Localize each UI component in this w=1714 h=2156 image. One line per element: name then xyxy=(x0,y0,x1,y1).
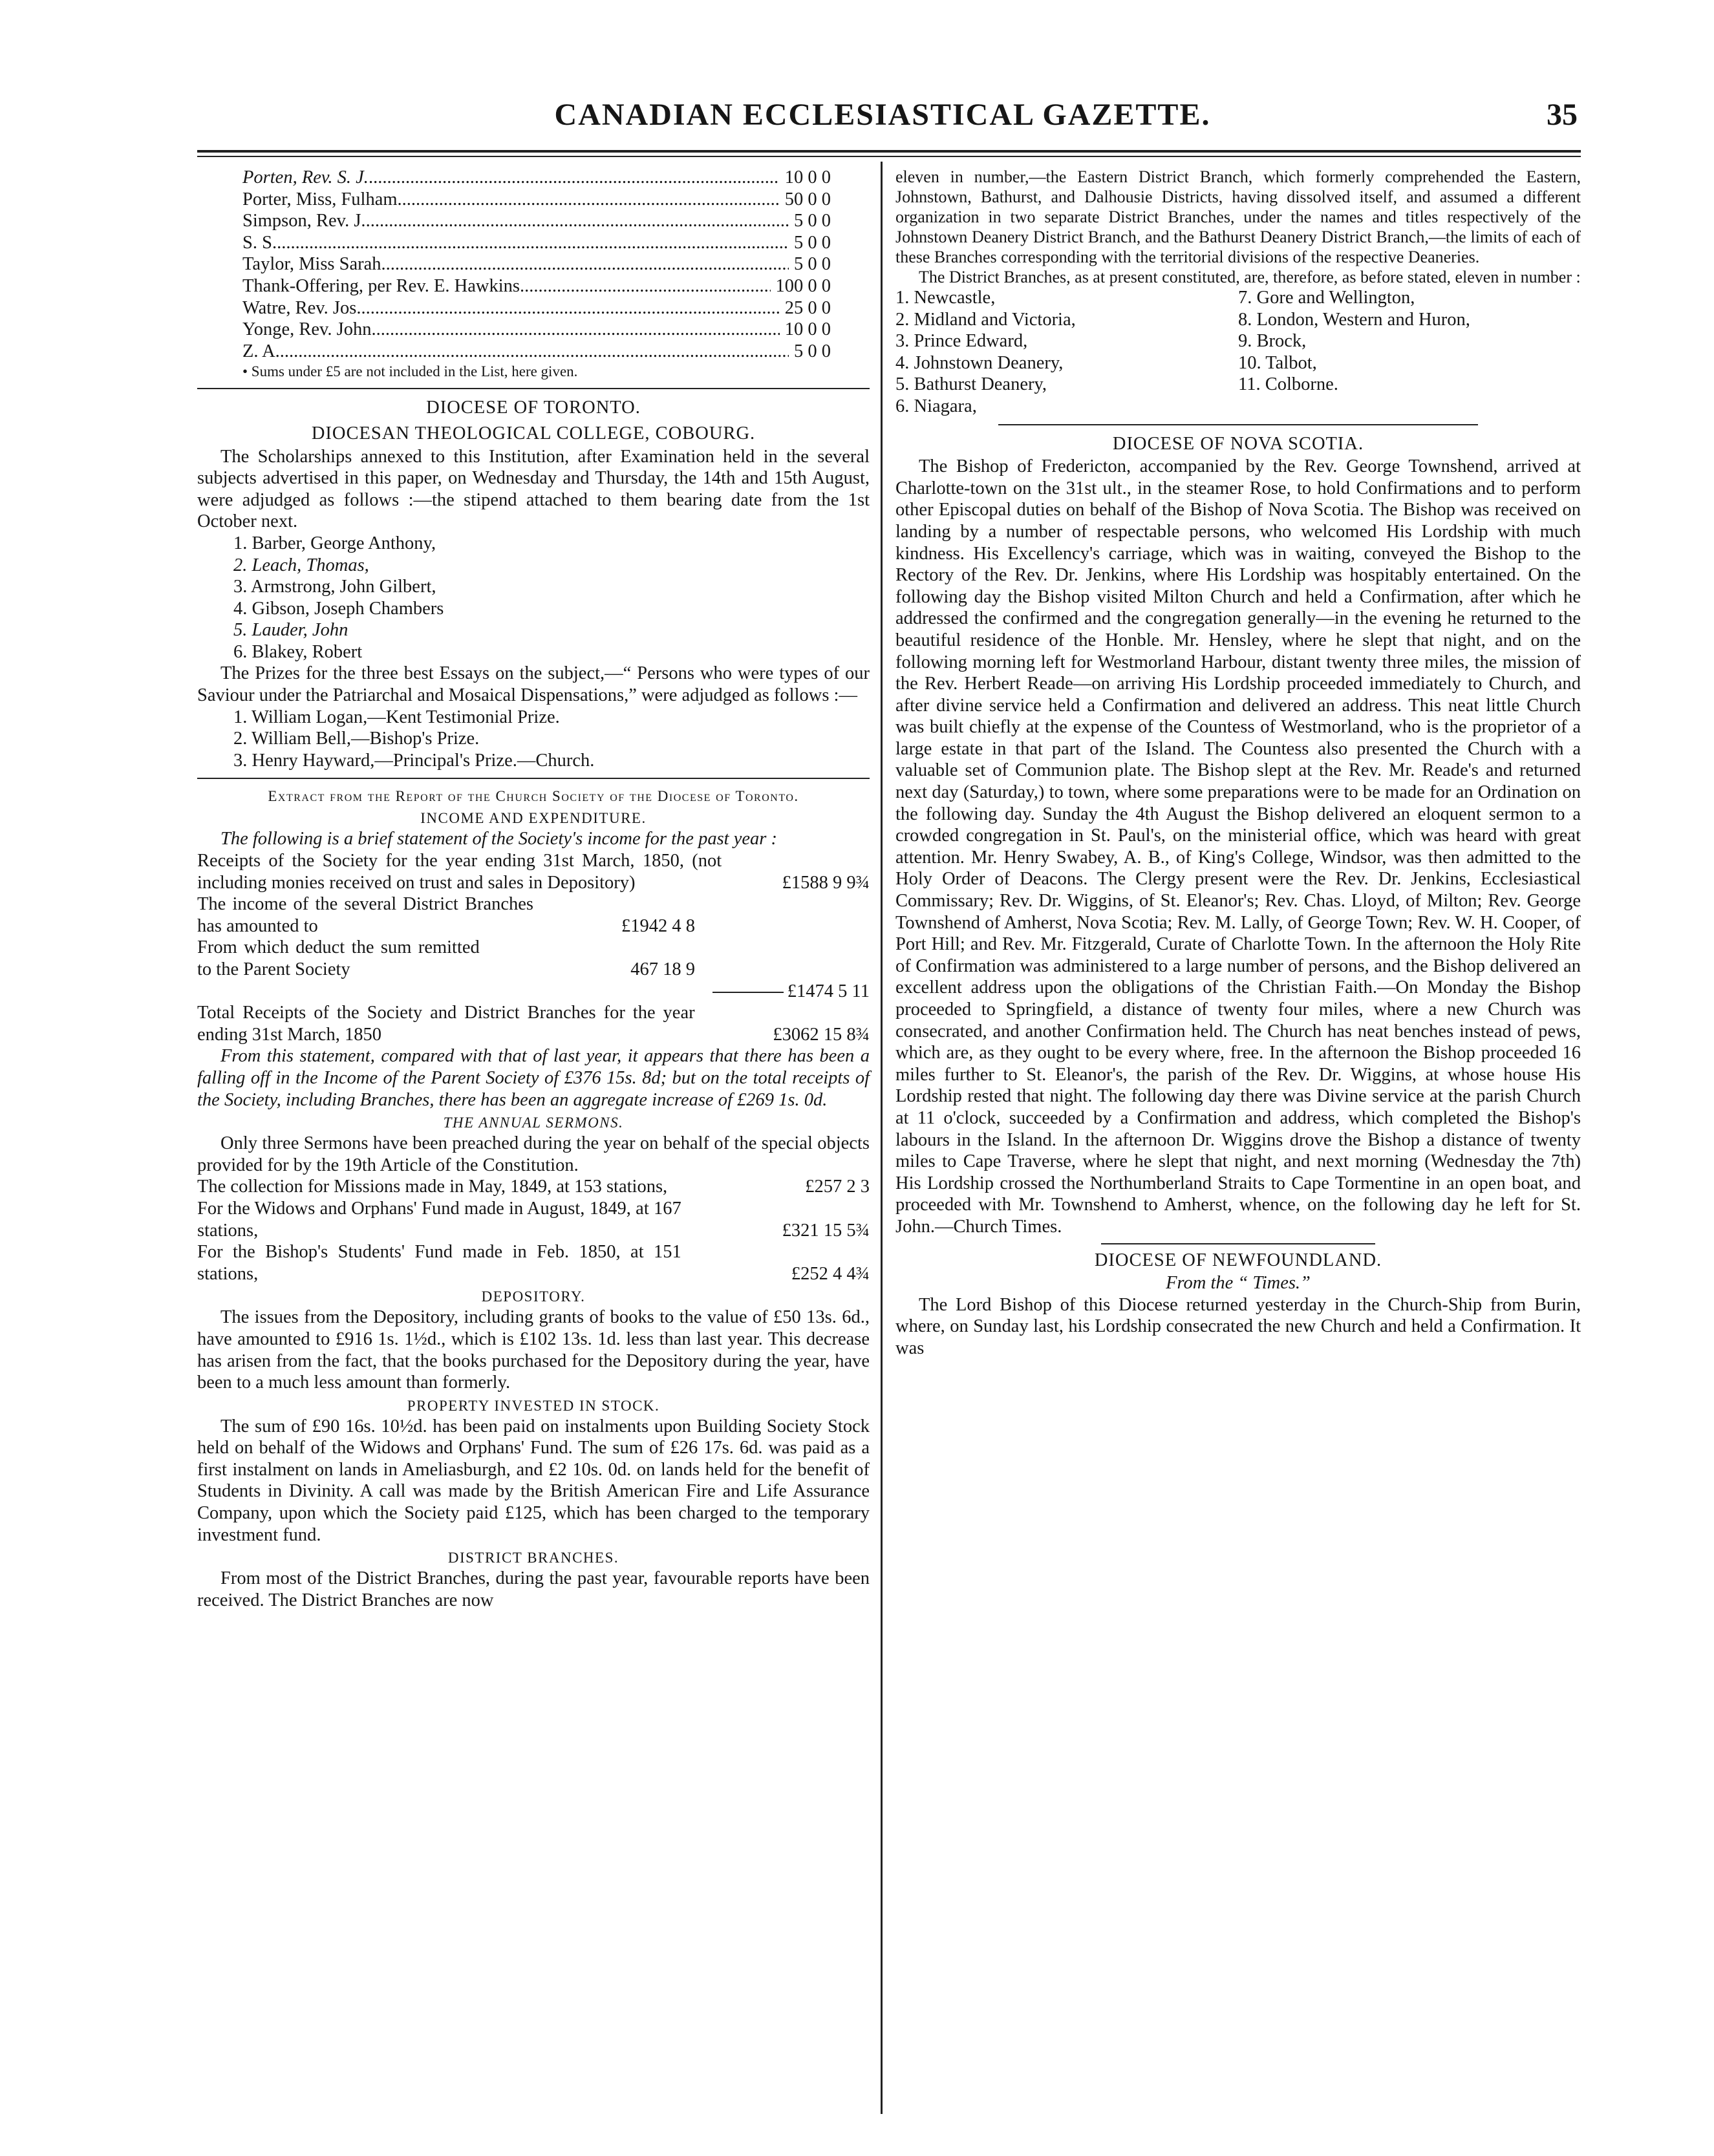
right-column xyxy=(895,167,1581,1360)
newfoundland-source: From the “ Times.” xyxy=(1166,1273,1311,1294)
property-paragraph: The sum of £90 16s. 10½d. has been paid on instalments upon Building Society Stock held on behalf of the Widows and Orphans' Fund. The sum of £26 17s. 6d. was paid as a first instalment on lands in Ameliasburgh, and £2 10s. 0d. on lands held for the benefit of Students in Divinity. A call was made by the British American Fire and Life Assurance Company, upon which the Society paid £125, which has been charged to the temporary investment fund. xyxy=(197,1416,870,1545)
list-item: 7. Gore and Wellington, xyxy=(1238,288,1415,308)
section-rule xyxy=(197,388,870,389)
list-item: 1. Barber, George Anthony, xyxy=(233,533,436,553)
page-number: 35 xyxy=(1547,98,1578,132)
nova-scotia-heading: DIOCESE OF NOVA SCOTIA. xyxy=(1112,433,1364,454)
branches-list xyxy=(895,287,1581,418)
newfoundland-paragraph: The Lord Bishop of this Diocese returned yesterday in the Church-Ship from Burin, where, on Sunday last, his Lordship consecrated the new Church and held a Confirmation. It was xyxy=(895,1294,1581,1358)
list-item: 1. William Logan,—Kent Testimonial Prize. xyxy=(233,707,560,727)
list-item: 1. Newcastle, xyxy=(895,288,996,308)
subscription-list xyxy=(197,167,870,381)
section-rule xyxy=(197,778,870,779)
header-rule-thin xyxy=(197,156,1581,157)
list-item: 3. Prince Edward, xyxy=(895,331,1028,352)
extract-heading: Extract from the Report of the Church Society of the Diocese of Toronto. xyxy=(268,788,799,805)
prizes-paragraph: The Prizes for the three best Essays on the subject,—“ Persons who were types of our Saviour under the Patriarchal and Mosaical Dispensations,” were adjudged as follows :— xyxy=(197,663,870,706)
net-row: £1474 5 11 xyxy=(197,981,870,1003)
subscription-row: Simpson, Rev. J. ..... 5 0 0 xyxy=(242,210,831,232)
collection-row: For the Bishop's Students' Fund made in Feb. 1850, at 151 stations, £252 4 4¾ xyxy=(197,1242,870,1284)
newfoundland-heading: DIOCESE OF NEWFOUNDLAND. xyxy=(1094,1250,1382,1270)
branches-intro: The District Branches, as at present constituted, are, therefore, as before stated, eleven in number : xyxy=(919,268,1581,286)
prizes-list xyxy=(197,707,870,772)
list-item: 5. Lauder, John xyxy=(233,620,348,641)
subscription-row: Watre, Rev. Jos ..... 25 0 0 xyxy=(242,297,831,319)
sermons-heading: THE ANNUAL SERMONS. xyxy=(443,1115,624,1131)
sermons-paragraph: Only three Sermons have been preached during the year on behalf of the special objects provided for by the 19th Article of the Constitution. xyxy=(197,1133,870,1175)
list-item: 8. London, Western and Huron, xyxy=(1238,309,1470,330)
subscription-row: Thank-Offering, per Rev. E. Hawkins ..... 100 0 0 xyxy=(242,275,831,297)
list-item: 2. Midland and Victoria, xyxy=(895,309,1076,330)
header-rule xyxy=(197,150,1581,153)
list-item: 3. Henry Hayward,—Principal's Prize.—Church. xyxy=(233,750,595,771)
subscription-row: Porter, Miss, Fulham ..... 50 0 0 xyxy=(242,189,831,211)
toronto-heading: DIOCESE OF TORONTO. xyxy=(426,398,641,418)
list-item: 11. Colborne. xyxy=(1238,374,1338,395)
list-item: 4. Gibson, Joseph Chambers xyxy=(233,598,444,619)
collection-row: The collection for Missions made in May, 1849, at 153 stations, £257 2 3 xyxy=(197,1177,870,1197)
deduct-row: From which deduct the sum remitted to the Parent Society 467 18 9 xyxy=(197,937,695,979)
footnote: • Sums under £5 are not included in the List, here given. xyxy=(242,363,578,380)
list-item: 9. Brock, xyxy=(1238,331,1307,352)
list-item: 2. Leach, Thomas, xyxy=(233,555,369,575)
income-heading: INCOME AND EXPENDITURE. xyxy=(420,810,647,827)
statement-paragraph: From this statement, compared with that of last year, it appears that there has been a falling off in the Income of the Parent Society of £376 15s. 8d; but on the total receipts of the Society, including Branches, there has been an aggregate increase of £269 1s. 0d. xyxy=(197,1046,870,1110)
property-heading: PROPERTY INVESTED IN STOCK. xyxy=(407,1397,660,1414)
district-paragraph: From most of the District Branches, during the past year, favourable reports have been received. The District Branches are now xyxy=(197,1568,870,1610)
collection-row: For the Widows and Orphans' Fund made in August, 1849, at 167 stations, £321 15 5¾ xyxy=(197,1198,870,1241)
subscription-row: Z. A. ..... 5 0 0 xyxy=(242,341,831,363)
total-row: Total Receipts of the Society and District Branches for the year ending 31st March, 1850 £3062 15 8¾ xyxy=(197,1003,870,1045)
subscription-row: Yonge, Rev. John ..... 10 0 0 xyxy=(242,319,831,341)
section-rule xyxy=(1101,1243,1375,1244)
nova-scotia-paragraph: The Bishop of Fredericton, accompanied by the Rev. George Townshend, arrived at Charlotte-town on the 31st ult., in the steamer Rose, to hold Confirmations and to perform other Episcopal duties on behalf of the Bishop of Nova Scotia. The Bishop was received on landing by a number of respectable persons, who welcomed His Lordship with much kindness. His Excellency's carriage, which was in waiting, conveyed the Bishop to the Rectory of the Rev. Dr. Jenkins, where His Lordship was hospitably entertained. On the following day the Bishop visited Milton Church and held a Confirmation, after which he addressed the confirmed and the congregation generally—in the evening he returned to the beautiful residence of the Honble. Mr. Hensley, where he slept that night, and on the following morning left for Westmorland Harbour, distant twenty three miles, the mission of the Rev. Herbert Reade—on arriving His Lordship proceeded immediately to Church, and after divine service held a Confirmation and delivered an address. This neat little Church was built chiefly at the expense of the Countess of Westmorland, who is the proprietor of a large estate in that part of the Island. The Countess also presented the Church with a valuable set of Communion plate. The Bishop slept at the Rev. Mr. Reade's and returned next day (Saturday,) to town, where some preparations were to be made for an Ordination on the following day. Sunday the 4th August the Bishop delivered an eloquent sermon to a crowded congregation in St. Paul's, on the ministerial office, which was heard with great attention. Mr. Henry Swabey, A. B., of King's College, Windsor, was then admitted to the Holy Order of Deacons. The Clergy present were the Rev. Dr. Jenkins, Ecclesiastical Commissary; Rev. Dr. Wiggins, of St. Eleanor's; Rev. Chas. Lloyd, of Milton; Rev. George Townshend of Amherst, Nova Scotia; Rev. M. Lally, of George Town; Rev. W. H. Cooper, of Port Hill; and Rev. Mr. Fitzgerald, Curate of Charlotte Town. In the afternoon the Holy Rite of Confirmation was administered to a large number of persons, and the Bishop delivered an excellent address upon the obligations of the Christian Faith.—On Monday the Bishop proceeded to Springfield, a distance of twenty four miles, where a new Church was consecrated, and another Confirmation held. The Church has neat benches instead of pews, which are, as they ought to be every where, free. In the afternoon the Bishop proceeded 16 miles further to St. Eleanor's, the parish of the Rev. Dr. Wiggins, at whose house His Lordship rested that night. The following day there was Divine service at the parish Church at 11 o'clock, succeeded by a Confirmation and address, which completed the Bishop's labours in the Island. In the afternoon Dr. Wiggins drove the Bishop a distance of twenty miles to Cape Traverse, where he slept that night, and next morning (Wednesday the 7th) His Lordship crossed the Northumberland Straits to Cape Tormentine in an open boat, and proceeded with Mr. Townshend to Amherst, whence, on the following day he left for St. John.—Church Times. xyxy=(895,456,1581,1237)
financial-statement xyxy=(197,850,870,1045)
scholars-list xyxy=(197,533,870,663)
list-item: 4. Johnstown Deanery, xyxy=(895,352,1064,373)
subscription-row: Taylor, Miss Sarah ..... 5 0 0 xyxy=(242,253,831,275)
list-item: 6. Niagara, xyxy=(895,396,977,416)
depository-paragraph: The issues from the Depository, including grants of books to the value of £50 13s. 6d., have amounted to £916 1s. 1½d., which is £102 13s. 1d. less than last year. This decrease has arisen from the fact, that the books purchased for the Depository during the year, have been to a much less amount than formerly. xyxy=(197,1307,870,1393)
depository-heading: DEPOSITORY. xyxy=(481,1288,586,1305)
district-income-row: The income of the several District Branches has amounted to £1942 4 8 xyxy=(197,894,695,936)
receipts-row: Receipts of the Society for the year ending 31st March, 1850, (not including monies received on trust and sales in Depository) £1588 9 9¾ xyxy=(197,851,870,893)
list-item: 5. Bathurst Deanery, xyxy=(895,374,1047,395)
list-item: 2. William Bell,—Bishop's Prize. xyxy=(233,729,480,749)
college-heading: DIOCESAN THEOLOGICAL COLLEGE, COBOURG. xyxy=(311,423,756,443)
list-item: 3. Armstrong, John Gilbert, xyxy=(233,577,436,597)
left-column xyxy=(197,167,870,1611)
page-header xyxy=(187,97,1578,142)
district-continuation: eleven in number,—the Eastern District Branch, which formerly comprehended the Eastern, Johnstown, Bathurst, and Dalhousie Districts, having dissolved itself, and assumed a different organization in two separate District Branches, under the names and titles respectively of the Johnstown Deanery District Branch, and the Bathurst Deanery District Branch,—the limits of each of these Branches corresponding with the territorial divisions of the respective Deaneries. xyxy=(895,167,1581,266)
column-divider xyxy=(881,162,883,2114)
list-item: 10. Talbot, xyxy=(1238,352,1317,373)
income-intro: The following is a brief statement of the Society's income for the past year : xyxy=(220,829,777,849)
scholarships-paragraph: The Scholarships annexed to this Institution, after Examination held in the several subjects advertised in this paper, on Wednesday and Thursday, the 14th and 15th August, were adjudged as follows :—the stipend attached to them bearing date from the 1st October next. xyxy=(197,446,870,532)
section-rule xyxy=(998,424,1478,425)
subscription-row: Porten, Rev. S. J. ..... 10 0 0 xyxy=(242,167,831,189)
list-item: 6. Blakey, Robert xyxy=(233,641,363,662)
district-heading: DISTRICT BRANCHES. xyxy=(447,1550,619,1566)
page-title: CANADIAN ECCLESIASTICAL GAZETTE. xyxy=(554,98,1211,132)
collections-list xyxy=(197,1176,870,1285)
subscription-row: S. S. ..... 5 0 0 xyxy=(242,232,831,254)
